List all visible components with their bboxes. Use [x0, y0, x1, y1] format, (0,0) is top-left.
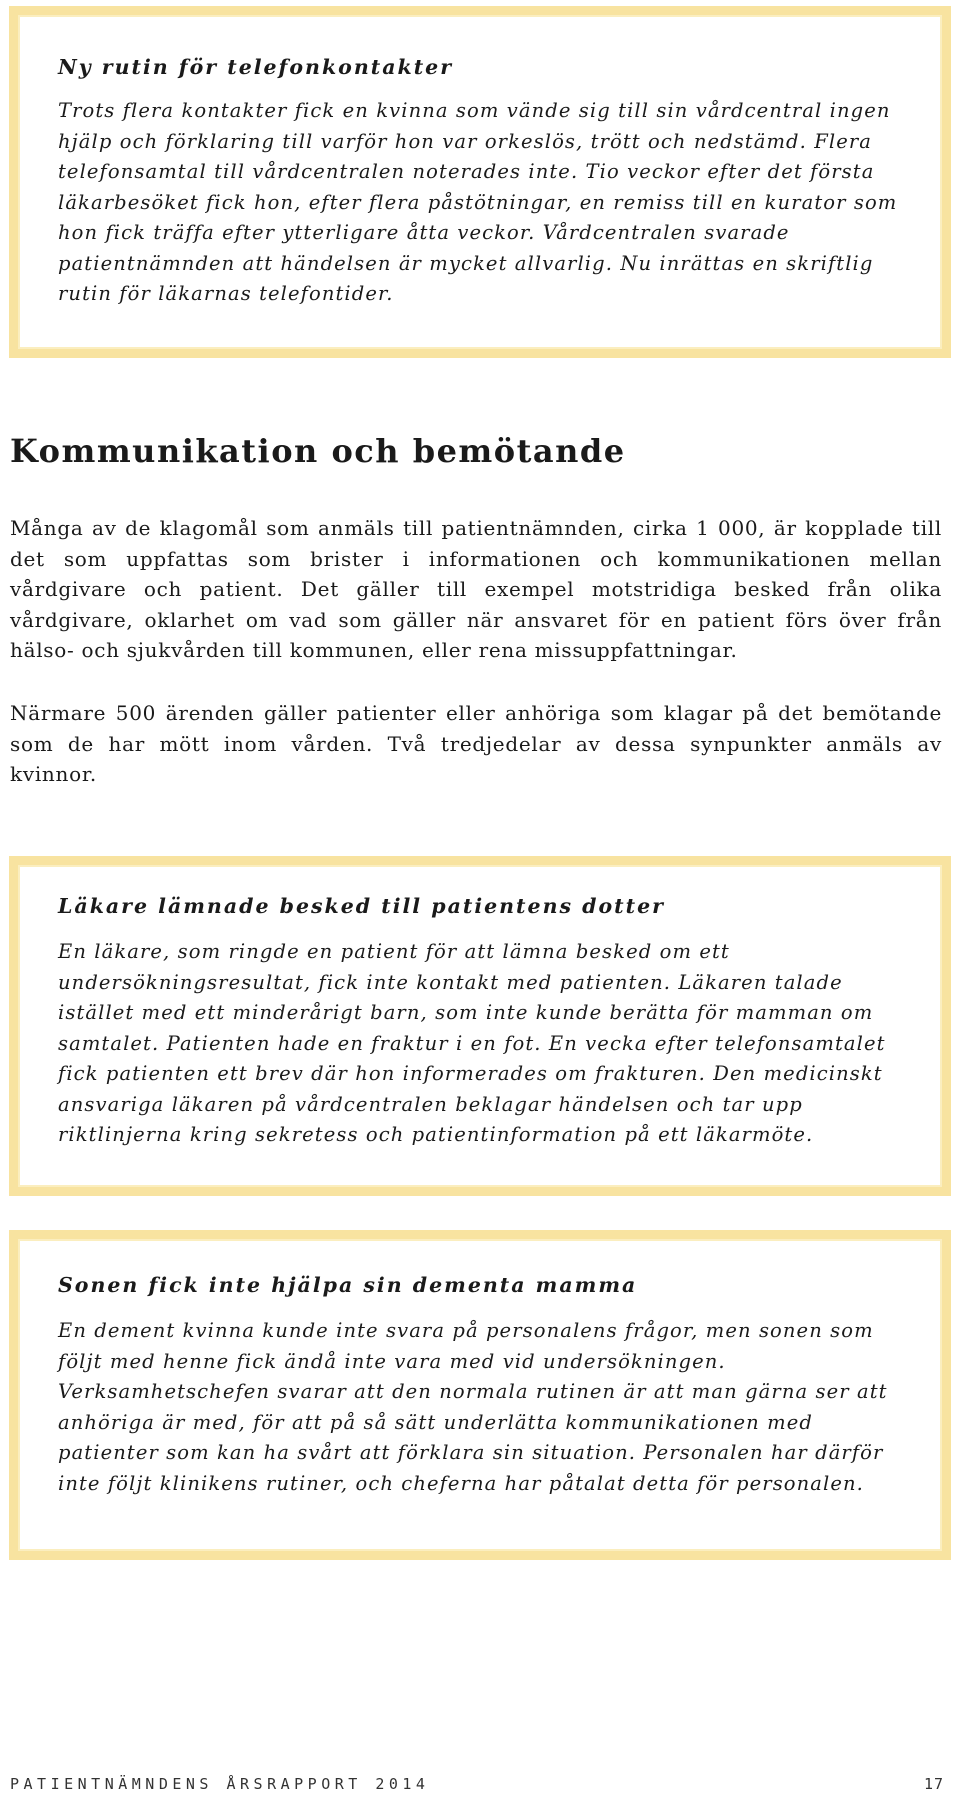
- case-box-inner: [18, 15, 942, 349]
- case-box-phone-routine: [9, 6, 951, 358]
- case-box-title: Läkare lämnade besked till patientens dotter: [58, 894, 665, 918]
- case-box-title: Ny rutin för telefonkontakter: [58, 55, 454, 79]
- footer-page-number: 17: [923, 1775, 944, 1793]
- section-paragraph-2: Närmare 500 ärenden gäller patienter eller anhöriga som klagar på det bemötande som de har mött inom vården. Två tredjedelar av dessa synpunkter anmäls av kvinnor.: [10, 701, 942, 786]
- section-paragraph-1: Många av de klagomål som anmäls till patientnämnden, cirka 1 000, är kopplade till det som uppfattas som brister i informationen och kommunikationen mellan vårdgivare och patient. Det gäller till exempel motstridiga besked från olika vårdgivare, oklarhet om vad som gäller när ansvaret för en patient förs över från hälso- och sjukvården till kommunen, eller rena missuppfattningar.: [10, 516, 942, 662]
- case-box-inner: [18, 865, 942, 1187]
- case-box-inner: [18, 1239, 942, 1551]
- case-box-text: Trots flera kontakter fick en kvinna som vände sig till sin vårdcentral ingen hjälp och förklaring till varför hon var orkeslös, trött och nedstämd. Flera telefonsamtal till vårdcentralen noterades inte. Tio veckor efter det första läkarbesöket fick hon, efter flera påstötningar, en remiss till en kurator som hon fick träffa efter ytterligare åtta veckor. Vårdcentralen svarade patientnämnden att händelsen är mycket allvarlig. Nu inrättas en skriftlig rutin för läkarnas telefontider.: [58, 99, 898, 305]
- case-box-text: En läkare, som ringde en patient för att lämna besked om ett undersökningsresultat, fick inte kontakt med patienten. Läkaren talade istället med ett minderårigt barn, som inte kunde berätta för mamman om samtalet. Patienten hade en fraktur i en fot. En vecka efter telefonsamtalet fick patienten ett brev där hon informerades om frakturen. Den medicinskt ansvariga läkaren på vårdcentralen beklagar händelsen och tar upp riktlinjerna kring sekretess och patientinformation på ett läkarmöte.: [58, 940, 886, 1146]
- case-box-doctor-message: [9, 856, 951, 1196]
- footer-publication-title: PATIENTNÄMNDENS ÅRSRAPPORT 2014: [10, 1775, 430, 1793]
- case-box-dementia: [9, 1230, 951, 1560]
- section-heading: Kommunikation och bemötande: [10, 432, 626, 470]
- case-box-text: En dement kvinna kunde inte svara på personalens frågor, men sonen som följt med henne fick ändå inte vara med vid undersökningen. Verksamhetschefen svarar att den normala rutinen är att man gärna ser att anhöriga är med, för att på så sätt underlätta kommunikationen med patienter som kan ha svårt att förklara sin situation. Personalen har därför inte följt klinikens rutiner, och cheferna har påtalat detta för personalen.: [58, 1319, 888, 1495]
- case-box-title: Sonen fick inte hjälpa sin dementa mamma: [58, 1273, 638, 1297]
